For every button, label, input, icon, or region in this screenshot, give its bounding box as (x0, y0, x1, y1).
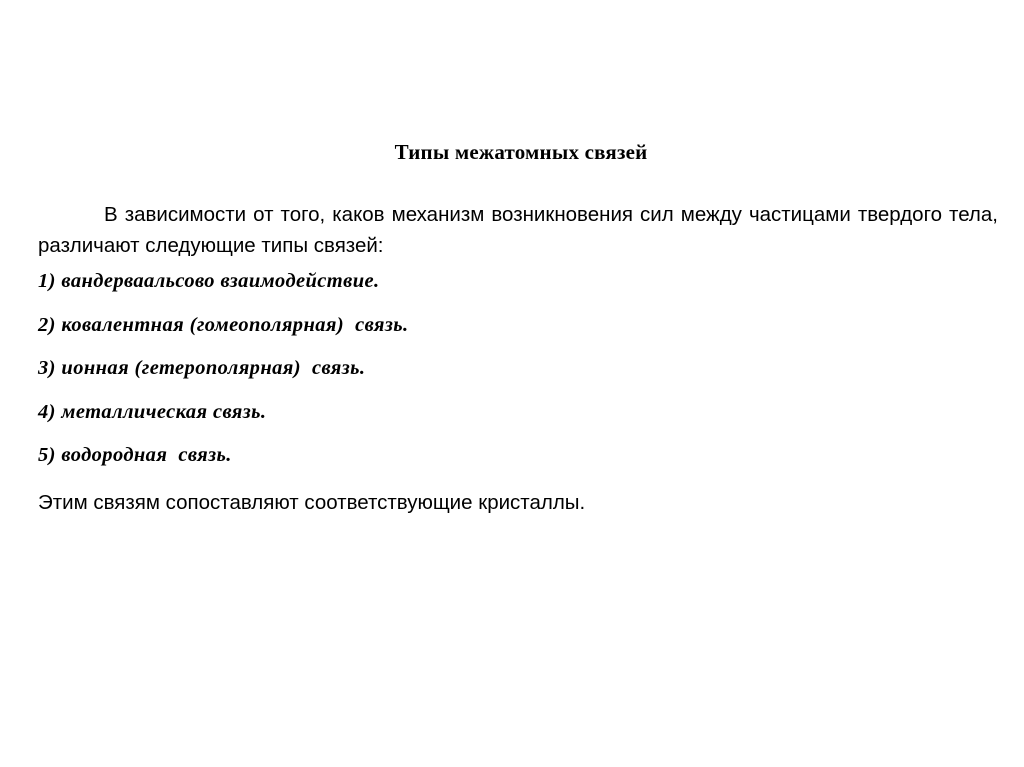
page-title: Типы межатомных связей (394, 140, 648, 164)
closing-paragraph: Этим связям сопоставляют соответствующие кристаллы. (38, 490, 586, 514)
list-item: 5) водородная связь. (38, 444, 232, 467)
list-item: 2) ковалентная (гомеополярная) связь. (38, 313, 409, 336)
intro-paragraph: В зависимости от того, каков механизм возникновения сил между частицами твердого тела, различают следующие типы связей: (38, 203, 998, 258)
list-item: 4) металлическая связь. (38, 400, 267, 423)
slide-content (38, 140, 998, 518)
bond-types-list (38, 271, 998, 466)
list-item: 3) ионная (гетерополярная) связь. (38, 357, 366, 380)
list-item: 1) вандерваальсово взаимодействие. (38, 270, 380, 293)
